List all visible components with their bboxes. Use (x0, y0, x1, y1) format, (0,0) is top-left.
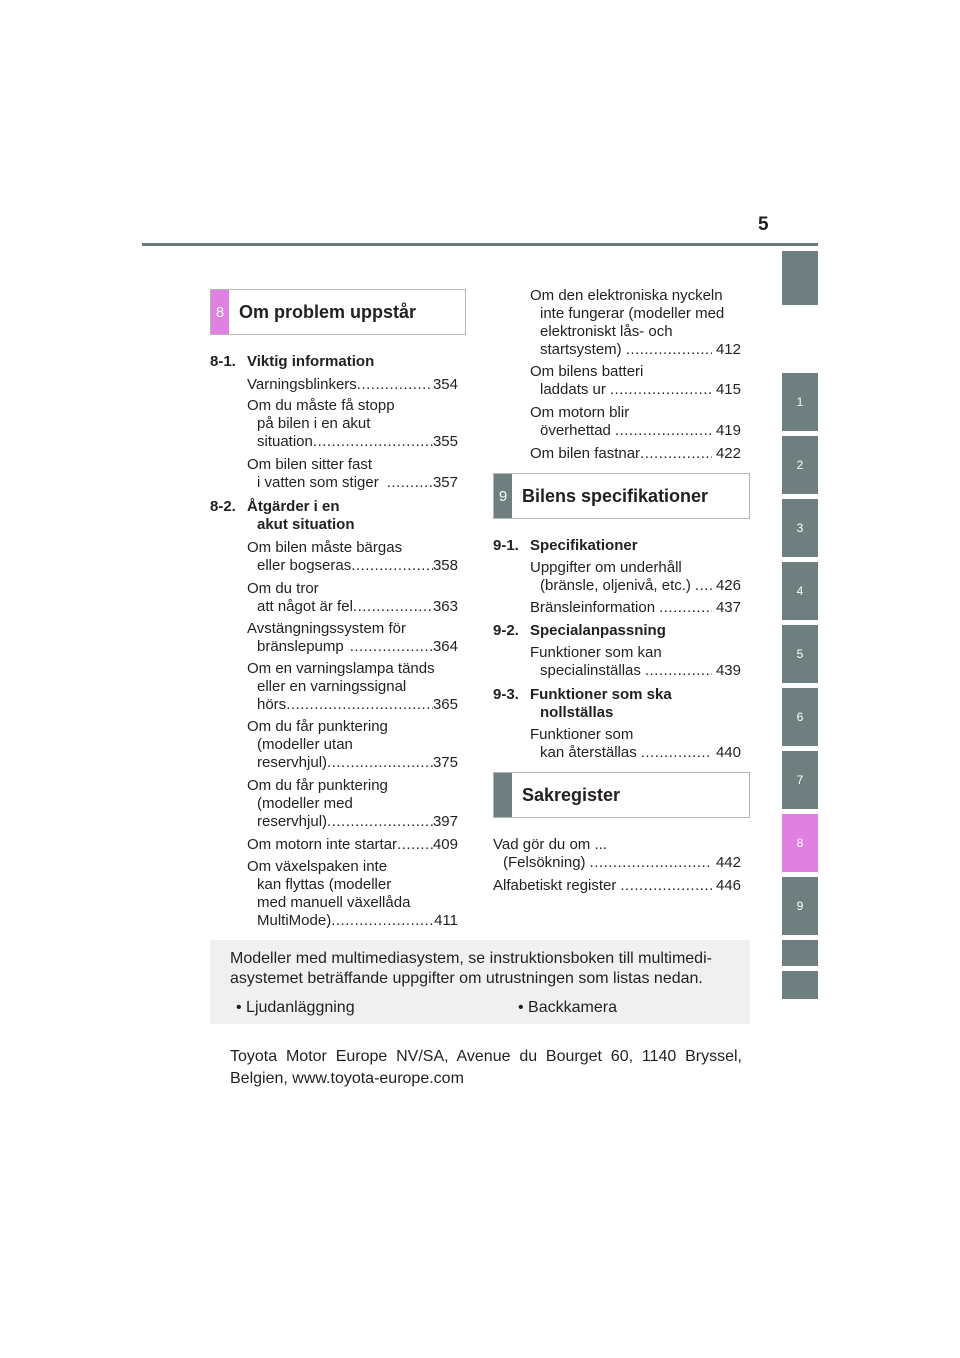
leader-dots (641, 744, 712, 762)
leader-dots (590, 854, 712, 872)
toc-entry-line[interactable]: Om bilens batteri (530, 363, 644, 380)
subsection-title: Funktioner som ska (530, 686, 672, 703)
toc-label: hörs (257, 696, 287, 713)
toc-label: situation (257, 433, 313, 450)
toc-page: 357 (432, 474, 458, 491)
toc-entry[interactable] (257, 557, 458, 575)
toc-page: 446 (715, 877, 741, 894)
toc-entry-line[interactable]: Om växelspaken inte (247, 858, 388, 875)
toc-entry[interactable] (493, 877, 741, 895)
leader-dots (351, 557, 433, 575)
leader-dots (626, 341, 712, 359)
toc-page: 412 (715, 341, 741, 358)
toc-entry[interactable] (540, 341, 741, 359)
toc-entry[interactable] (540, 381, 741, 399)
toc-entry[interactable] (530, 445, 741, 463)
toc-entry-line[interactable]: på bilen i en akut (257, 415, 371, 432)
toc-entry-line[interactable]: Om bilen sitter fast (247, 456, 373, 473)
subsection-title: Viktig information (247, 353, 375, 370)
leader-dots (645, 662, 712, 680)
subsection-number: 8-1. (210, 353, 236, 370)
toc-entry[interactable] (247, 836, 458, 854)
toc-entry-line[interactable]: elektroniskt lås- och (540, 323, 673, 340)
toc-label: (bränsle, oljenivå, etc.) (540, 577, 691, 594)
toc-entry-line[interactable]: med manuell växellåda (257, 894, 411, 911)
toc-entry[interactable] (247, 376, 458, 394)
toc-entry[interactable] (257, 813, 458, 831)
toc-label: eller bogseras (257, 557, 352, 574)
toc-page: 364 (432, 638, 458, 655)
section-header-8 (210, 289, 466, 335)
section-number-blank (494, 773, 512, 817)
subsection-number: 9-1. (493, 537, 519, 554)
chapter-tab-9[interactable]: 9 (782, 877, 818, 935)
toc-entry-line[interactable]: Om motorn blir (530, 404, 630, 421)
toc-label: reservhjul) (257, 813, 328, 830)
leader-dots (350, 638, 433, 656)
leader-dots (620, 877, 712, 895)
chapter-tab-blank-top[interactable] (782, 251, 818, 305)
toc-entry[interactable] (257, 638, 458, 656)
toc-label: (Felsökning) (503, 854, 586, 871)
subsection-title: Specifikationer (530, 537, 638, 554)
toc-entry[interactable] (530, 599, 741, 617)
subsection-number: 8-2. (210, 498, 236, 515)
toc-entry-line[interactable]: (modeller utan (257, 736, 353, 753)
note-bullet: • Ljudanläggning (236, 999, 355, 1016)
leader-dots (659, 599, 712, 617)
leader-dots (327, 754, 433, 772)
section-title: Om problem uppstår (239, 301, 417, 322)
toc-page: 419 (715, 422, 741, 439)
leader-dots (313, 433, 433, 451)
subsection-number: 9-3. (493, 686, 519, 703)
chapter-tab-index-b[interactable] (782, 971, 818, 999)
toc-page: 439 (715, 662, 741, 679)
toc-page: 442 (715, 854, 741, 871)
toc-entry-line[interactable]: Om du tror (247, 580, 319, 597)
leader-dots (695, 577, 712, 595)
toc-entry[interactable] (540, 662, 741, 680)
toc-entry-line[interactable]: Om bilen måste bärgas (247, 539, 403, 556)
page-number: 5 (758, 214, 769, 235)
leader-dots (327, 813, 433, 831)
chapter-tab-5[interactable]: 5 (782, 625, 818, 683)
leader-dots (357, 376, 433, 394)
toc-entry-line[interactable]: eller en varningssignal (257, 678, 407, 695)
leader-dots (387, 474, 433, 492)
toc-entry-line[interactable]: Avstängningssystem för (247, 620, 406, 637)
toc-page: 437 (715, 599, 741, 616)
chapter-tab-1[interactable]: 1 (782, 373, 818, 431)
toc-entry-line[interactable]: Funktioner som kan (530, 644, 662, 661)
chapter-tab-7[interactable]: 7 (782, 751, 818, 809)
leader-dots (286, 696, 433, 714)
toc-entry[interactable] (540, 422, 741, 440)
toc-entry[interactable] (257, 696, 458, 714)
toc-page: 358 (432, 557, 458, 574)
chapter-tab-2[interactable]: 2 (782, 436, 818, 494)
toc-label: MultiMode) (257, 912, 332, 929)
toc-entry[interactable] (257, 474, 458, 492)
subsection-title: nollställas (540, 704, 614, 721)
chapter-tab-8[interactable]: 8 (782, 814, 818, 872)
header-rule (142, 243, 818, 246)
toc-entry-line[interactable]: (modeller med (257, 795, 353, 812)
toc-page: 375 (432, 754, 458, 771)
toc-entry[interactable] (257, 754, 458, 772)
toc-label: kan återställas (540, 744, 637, 761)
leader-dots (397, 836, 433, 854)
toc-entry-line[interactable]: Uppgifter om underhåll (530, 559, 682, 576)
toc-page: 411 (434, 912, 458, 929)
leader-dots (640, 445, 712, 463)
toc-entry[interactable] (257, 912, 458, 930)
toc-entry[interactable] (257, 598, 458, 616)
section-number: 8 (211, 290, 229, 334)
toc-label: reservhjul) (257, 754, 328, 771)
note-text: asystemet beträffande uppgifter om utrustningen som listas nedan. (230, 970, 703, 987)
toc-page: 365 (432, 696, 458, 713)
toc-page: 355 (432, 433, 458, 450)
toc-label: startsystem) (540, 341, 622, 358)
subsection-title: Åtgärder i en (247, 498, 340, 515)
toc-page: 426 (715, 577, 741, 594)
toc-label: Bränsleinformation (530, 599, 656, 616)
note-text: Modeller med multimediasystem, se instruktionsboken till multimedi- (230, 950, 712, 967)
chapter-tab-6[interactable]: 6 (782, 688, 818, 746)
toc-label: Alfabetiskt register (493, 877, 617, 894)
section-header-9 (493, 473, 750, 519)
toc-entry[interactable] (540, 577, 741, 595)
toc-label: specialinställas (540, 662, 641, 679)
toc-label: att något är fel (257, 598, 353, 615)
chapter-tab-3[interactable]: 3 (782, 499, 818, 557)
subsection-title: akut situation (257, 516, 355, 533)
subsection-number: 9-2. (493, 622, 519, 639)
toc-label: i vatten som stiger (257, 474, 379, 491)
toc-entry-line[interactable]: Om du måste få stopp (247, 397, 395, 414)
toc-page: 422 (715, 445, 741, 462)
toc-page: 354 (432, 376, 458, 393)
toc-entry-line[interactable]: Om du får punktering (247, 718, 388, 735)
leader-dots (331, 912, 434, 930)
toc-label: Om motorn inte startar (247, 836, 398, 853)
toc-page: 409 (432, 836, 458, 853)
toc-page: 363 (432, 598, 458, 615)
leader-dots (353, 598, 433, 616)
toc-label: laddats ur (540, 381, 606, 398)
section-header-index (493, 772, 750, 818)
subsection-title: Specialanpassning (530, 622, 666, 639)
leader-dots (615, 422, 712, 440)
toc-entry-line[interactable]: Funktioner som (530, 726, 634, 743)
chapter-tab-index-a[interactable] (782, 940, 818, 966)
toc-page: 397 (432, 813, 458, 830)
toc-page: 440 (715, 744, 741, 761)
toc-entry-line[interactable]: Vad gör du om ... (493, 836, 607, 853)
section-title: Bilens specifikationer (522, 485, 709, 506)
toc-label: Varningsblinkers (247, 376, 357, 393)
leader-dots (610, 381, 712, 399)
toc-entry-line[interactable]: Om du får punktering (247, 777, 388, 794)
toc-entry[interactable] (540, 744, 741, 762)
toc-entry[interactable] (503, 854, 741, 872)
toc-entry-line[interactable]: kan flyttas (modeller (257, 876, 392, 893)
section-title: Sakregister (522, 784, 621, 805)
toc-entry-line[interactable]: Om en varningslampa tänds (247, 660, 435, 677)
toc-page: 415 (715, 381, 741, 398)
chapter-tab-4[interactable]: 4 (782, 562, 818, 620)
toc-label: bränslepump (257, 638, 344, 655)
note-bullet: • Backkamera (518, 999, 617, 1016)
toc-label: överhettad (540, 422, 611, 439)
toc-entry-line[interactable]: Om den elektroniska nyckeln (530, 287, 723, 304)
toc-entry-line[interactable]: inte fungerar (modeller med (540, 305, 725, 322)
footer-address: Toyota Motor Europe NV/SA, Avenue du Bourget 60, 1140 Bryssel, (230, 1048, 742, 1065)
toc-label: Om bilen fastnar (530, 445, 641, 462)
section-number: 9 (494, 474, 512, 518)
footer-address: Belgien, www.toyota-europe.com (230, 1070, 464, 1087)
toc-entry[interactable] (257, 433, 458, 451)
